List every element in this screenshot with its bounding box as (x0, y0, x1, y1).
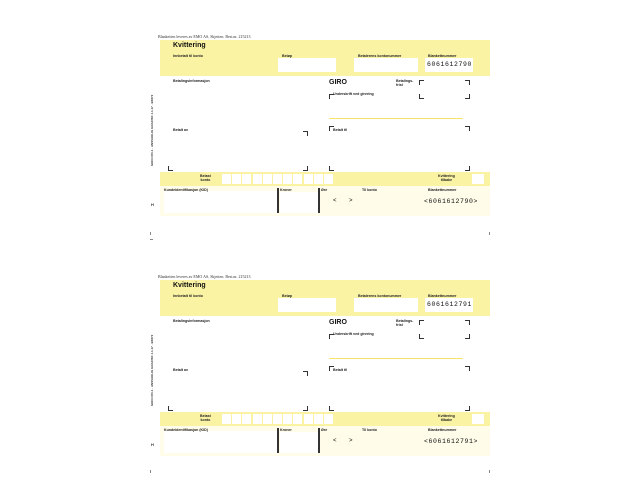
til-corner-tl (329, 126, 334, 131)
kroner-divider (318, 428, 320, 453)
blankettnummer-bottom-label: Blankettnummer (428, 188, 457, 192)
cut-mark-left (150, 232, 151, 235)
belop-label: Beløp (282, 54, 292, 58)
frist-corner-bl (419, 94, 424, 99)
belop-field[interactable] (278, 298, 336, 312)
frist-corner-br (465, 94, 470, 99)
konto-cell[interactable] (304, 414, 313, 424)
til-corner-bl (329, 166, 334, 171)
betalt-av-label: Betalt av (173, 368, 188, 372)
av-corner-br (303, 166, 308, 171)
belop-label: Beløp (282, 294, 292, 298)
innbetalt-label: Innbetalt til konto (173, 294, 203, 298)
belastet-label: Belast konto (200, 414, 211, 422)
blankettnummer-bottom-label: Blankettnummer (428, 428, 457, 432)
signature-line[interactable] (329, 358, 463, 359)
frist-corner-tl (419, 320, 424, 325)
konto-cell[interactable] (273, 174, 282, 184)
konto-cell[interactable] (222, 414, 231, 424)
av-corner-br (303, 406, 308, 411)
konto-cell[interactable] (242, 414, 251, 424)
konto-cell[interactable] (263, 174, 272, 184)
giro-title: GIRO (329, 79, 347, 86)
konto-cell[interactable] (253, 414, 262, 424)
kvittering-tilbake-box[interactable] (472, 414, 484, 424)
ore-label: Øre (321, 428, 328, 432)
belop-field[interactable] (278, 58, 336, 72)
betalingsfrist-label: Betalings- frist (396, 319, 414, 327)
kid-label: Kundeidentifikasjon (KID) (164, 188, 208, 192)
card-number-ocr: <6061612791> (424, 438, 479, 445)
til-corner-br (465, 166, 470, 171)
giro-form-2 (150, 272, 490, 488)
kroner-label: Kroner (280, 188, 292, 192)
gt-symbol: > (349, 198, 353, 204)
kvittering-tilbake-label: Kvittering tilbake (438, 174, 455, 182)
innbetalt-label: Innbetalt til konto (173, 54, 203, 58)
kroner-label: Kroner (280, 428, 292, 432)
vertical-text: GIRO F60-1 · ANSVARLIG GRAFISK 1.1.17 · B0872 (150, 94, 154, 166)
ore-label: Øre (321, 188, 328, 192)
cut-mark-left (150, 470, 151, 473)
kvittering-tilbake-label: Kvittering tilbake (438, 414, 455, 422)
kid-divider (277, 188, 279, 213)
konto-cell[interactable] (283, 414, 292, 424)
konto-cell[interactable] (293, 174, 302, 184)
betalt-av-label: Betalt av (173, 128, 188, 132)
cut-mark-right (489, 232, 490, 235)
giro-form-1 (150, 32, 490, 248)
betalerens-field[interactable] (354, 58, 418, 72)
kroner-divider (318, 188, 320, 213)
underskrift-corner (329, 94, 334, 99)
konto-cell[interactable] (314, 414, 323, 424)
kroner-field[interactable] (280, 432, 318, 453)
signature-line[interactable] (329, 118, 463, 119)
til-corner-tl (329, 366, 334, 371)
konto-cell[interactable] (283, 174, 292, 184)
card-number-ocr: <6061612790> (424, 198, 479, 205)
form-title: Kvittering (173, 42, 206, 49)
underskrift-label: Underskrift ved girering (333, 332, 374, 336)
av-corner-tr (303, 131, 308, 136)
frist-corner-br (465, 334, 470, 339)
til-konto-label: Til konto (362, 428, 377, 432)
konto-cell[interactable] (263, 414, 272, 424)
konto-cells[interactable] (222, 174, 334, 184)
blankettnummer-label: Blankettnummer (428, 54, 457, 58)
konto-cell[interactable] (324, 414, 333, 424)
av-corner-bl (168, 406, 173, 411)
konto-cell[interactable] (304, 174, 313, 184)
frist-corner-bl (419, 334, 424, 339)
betalingsfrist-label: Betalings- frist (396, 79, 414, 87)
vertical-code (150, 94, 157, 168)
printer-note: Blanketten leveres av EMO AS, Skjetten. Best.nr. 215213 (158, 34, 251, 39)
konto-cell[interactable] (222, 174, 231, 184)
printer-note: Blanketten leveres av EMO AS, Skjetten. Best.nr. 215213 (158, 274, 251, 279)
betalerens-label: Betalerens kontonummer (358, 294, 402, 298)
betalerens-label: Betalerens kontonummer (358, 54, 402, 58)
card-number: 6061612790 (427, 61, 473, 68)
av-corner-tr (303, 371, 308, 376)
vertical-code (150, 334, 157, 408)
frist-corner-tl (419, 80, 424, 85)
kid-field[interactable] (164, 431, 278, 453)
til-corner-tr (465, 366, 470, 371)
til-konto-label: Til konto (362, 188, 377, 192)
cut-mark-right (489, 470, 490, 473)
kvittering-tilbake-box[interactable] (472, 174, 484, 184)
betalt-til-label: Betalt til (333, 368, 348, 372)
fold-mark (150, 239, 153, 240)
form-title: Kvittering (173, 282, 206, 289)
kid-label: Kundeidentifikasjon (KID) (164, 428, 208, 432)
kid-field[interactable] (164, 191, 278, 213)
konto-cell[interactable] (273, 414, 282, 424)
av-corner-bl (168, 166, 173, 171)
til-corner-tr (465, 126, 470, 131)
konto-cell[interactable] (232, 414, 241, 424)
konto-cell[interactable] (253, 174, 262, 184)
lt-symbol: < (333, 198, 337, 204)
belastet-label: Belast konto (200, 174, 211, 182)
konto-cell[interactable] (314, 174, 323, 184)
card-number: 6061612791 (427, 301, 473, 308)
frist-corner-tr (465, 80, 470, 85)
konto-cells[interactable] (222, 414, 334, 424)
betalerens-field[interactable] (354, 298, 418, 312)
konto-cell[interactable] (293, 414, 302, 424)
konto-cell[interactable] (232, 174, 241, 184)
betalingsinfo-label: Betalingsinformasjon (173, 319, 210, 323)
giro-title: GIRO (329, 319, 347, 326)
konto-cell[interactable] (324, 174, 333, 184)
frist-corner-tr (465, 320, 470, 325)
underskrift-corner (329, 334, 334, 339)
kid-divider (277, 428, 279, 453)
h-mark: H (151, 202, 154, 207)
vertical-text: GIRO F60-1 · ANSVARLIG GRAFISK 1.1.17 · B0872 (150, 334, 154, 406)
underskrift-label: Underskrift ved girering (333, 92, 374, 96)
betalt-til-label: Betalt til (333, 128, 348, 132)
gt-symbol: > (349, 438, 353, 444)
betalingsinfo-label: Betalingsinformasjon (173, 79, 210, 83)
til-corner-br (465, 406, 470, 411)
kroner-field[interactable] (280, 192, 318, 213)
blankettnummer-label: Blankettnummer (428, 294, 457, 298)
h-mark: H (151, 442, 154, 447)
konto-cell[interactable] (242, 174, 251, 184)
lt-symbol: < (333, 438, 337, 444)
til-corner-bl (329, 406, 334, 411)
